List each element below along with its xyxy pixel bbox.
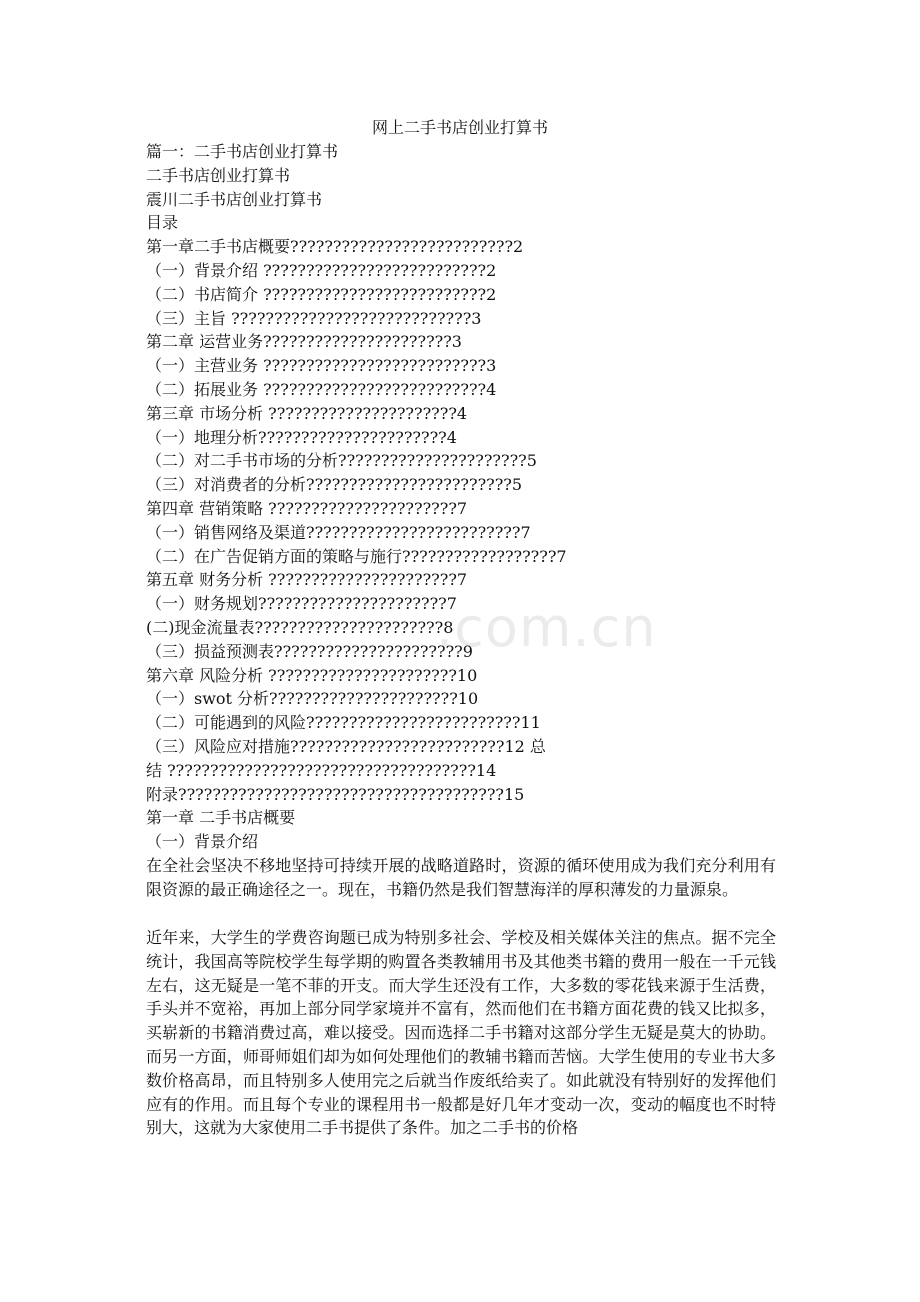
toc-entry: （二）对二手书市场的分析??????????????????????5 [146, 451, 537, 471]
toc-entry: 第四章 营销策略 ??????????????????????7 [146, 498, 468, 518]
toc-entry: （一）销售网络及渠道?????????????????????????7 [146, 522, 531, 542]
toc-entry: 第五章 财务分析 ??????????????????????7 [146, 570, 468, 590]
text-line: 篇一：二手书店创业打算书 [146, 142, 339, 161]
toc-entry: （二）书店简介 ??????????????????????????2 [146, 284, 497, 304]
toc-entry: （一）背景介绍 ??????????????????????????2 [146, 260, 497, 280]
toc-entry: （二）在广告促销方面的策略与施行??????????????????7 [146, 546, 567, 566]
toc-entry: 结 ????????????????????????????????????14 [146, 760, 497, 780]
toc-entry: （一）财务规划??????????????????????7 [146, 594, 457, 614]
chapter-heading: 第一章 二手书店概要 [146, 808, 296, 828]
watermark: .com.cn [436, 596, 657, 659]
toc-entry: （三）风险应对措施?????????????????????????12 总 [146, 736, 546, 756]
toc-entry: 第二章 运营业务??????????????????????3 [146, 332, 462, 352]
toc-entry: （二）可能遇到的风险?????????????????????????11 [146, 713, 541, 733]
toc-entry: （三）对消费者的分析????????????????????????5 [146, 475, 523, 495]
toc-entry: （一）地理分析??????????????????????4 [146, 427, 457, 447]
toc-entry: （一）主营业务 ??????????????????????????3 [146, 356, 497, 376]
text-line: 二手书店创业打算书 [146, 165, 291, 185]
toc-entry: （三）损益预测表??????????????????????9 [146, 641, 473, 661]
toc-entry: （二）拓展业务 ??????????????????????????4 [146, 379, 497, 399]
toc-entry: (二)现金流量表??????????????????????8 [146, 617, 454, 637]
toc-entry: 第六章 风险分析 ??????????????????????10 [146, 665, 478, 685]
toc-entry: 第一章二手书店概要??????????????????????????2 [146, 237, 524, 257]
paragraph-text: 近年来，大学生的学费咨询题已成为特别多社会、学校及相关媒体关注的焦点。据不完全统计，我国高等院校学生每学期的购置各类教辅用书及其他类书籍的费用一般在一千元钱左右，这无疑是一笔不菲的开支。而大学生还没有工作，大多数的零花钱来源于生活费，手头并不宽裕，再加上部分同学家境并不富有，然而他们在书籍方面花费的钱又比拟多，买崭新的书籍消费过高，难以接受。因而选择二手书籍对这部分学生无疑是莫大的协助。而另一方面，师哥师姐们却为如何处理他们的教辅书籍而苦恼。大学生使用的专业书大多数价格高昂，而且特别多人使用完之后就当作废纸给卖了。如此就没有特别好的发挥他们应有的作用。而且每个专业的课程用书一般都是好几年才变动一次，变动的幅度也不时特别大，这就为大家使用二手书提供了条件。加之二手书的价格 [146, 928, 776, 1138]
body-paragraph [146, 854, 776, 902]
body-paragraph [146, 926, 776, 1140]
toc-entry: 附录??????????????????????????????????????15 [146, 784, 525, 804]
text-line: 震川二手书店创业打算书 [146, 189, 323, 209]
toc-entry: （一）swot 分析??????????????????????10 [146, 689, 479, 709]
toc-entry: 第三章 市场分析 ??????????????????????4 [146, 403, 468, 423]
section-heading: （一）背景介绍 [146, 832, 259, 852]
table-of-contents [146, 140, 786, 854]
toc-entry: （三）主旨 ????????????????????????????3 [146, 308, 482, 328]
toc-heading: 目录 [146, 213, 179, 233]
document-title: 网上二手书店创业打算书 [371, 118, 548, 137]
paragraph-text: 在全社会坚决不移地坚持可持续开展的战略道路时，资源的循环使用成为我们充分利用有限资源的最正确途径之一。现在，书籍仍然是我们智慧海洋的厚积薄发的力量源泉。 [146, 856, 776, 899]
